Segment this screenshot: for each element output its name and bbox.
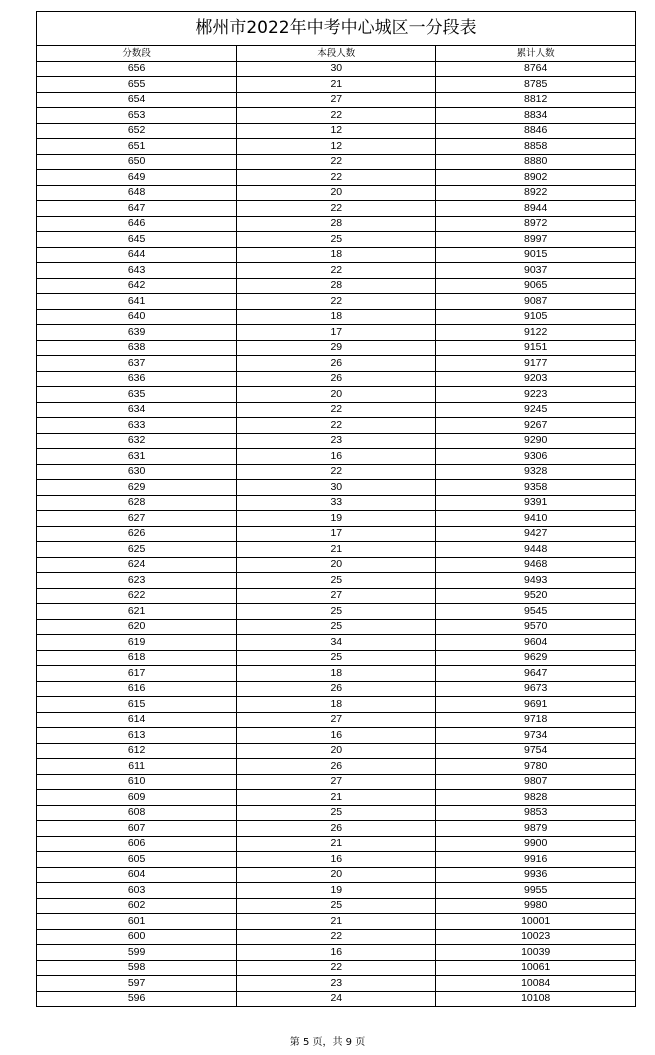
score-cell: 606 bbox=[37, 836, 237, 852]
score-cell: 655 bbox=[37, 77, 237, 93]
column-header-score: 分数段 bbox=[37, 46, 237, 61]
score-distribution-table bbox=[37, 46, 635, 1006]
table-row bbox=[37, 991, 635, 1006]
count-cell: 27 bbox=[237, 712, 436, 728]
count-cell: 20 bbox=[237, 387, 436, 403]
table-row bbox=[37, 712, 635, 728]
table-body bbox=[37, 61, 635, 1006]
table-row bbox=[37, 635, 635, 651]
cumulative-cell: 9203 bbox=[436, 371, 635, 387]
table-row bbox=[37, 123, 635, 139]
score-cell: 625 bbox=[37, 542, 237, 558]
cumulative-cell: 8858 bbox=[436, 139, 635, 155]
table-row bbox=[37, 867, 635, 883]
count-cell: 17 bbox=[237, 325, 436, 341]
score-cell: 653 bbox=[37, 108, 237, 124]
count-cell: 30 bbox=[237, 480, 436, 496]
count-cell: 22 bbox=[237, 960, 436, 976]
count-cell: 25 bbox=[237, 232, 436, 248]
score-cell: 639 bbox=[37, 325, 237, 341]
score-cell: 603 bbox=[37, 883, 237, 899]
table-row bbox=[37, 666, 635, 682]
count-cell: 26 bbox=[237, 371, 436, 387]
cumulative-cell: 10039 bbox=[436, 945, 635, 961]
score-cell: 646 bbox=[37, 216, 237, 232]
cumulative-cell: 9493 bbox=[436, 573, 635, 589]
count-cell: 29 bbox=[237, 340, 436, 356]
count-cell: 21 bbox=[237, 77, 436, 93]
score-cell: 627 bbox=[37, 511, 237, 527]
count-cell: 19 bbox=[237, 883, 436, 899]
table-row bbox=[37, 402, 635, 418]
table-row bbox=[37, 650, 635, 666]
cumulative-cell: 9468 bbox=[436, 557, 635, 573]
cumulative-cell: 9780 bbox=[436, 759, 635, 775]
cumulative-cell: 9718 bbox=[436, 712, 635, 728]
count-cell: 18 bbox=[237, 309, 436, 325]
count-cell: 25 bbox=[237, 604, 436, 620]
cumulative-cell: 9290 bbox=[436, 433, 635, 449]
cumulative-cell: 10084 bbox=[436, 976, 635, 992]
count-cell: 12 bbox=[237, 123, 436, 139]
table-row bbox=[37, 619, 635, 635]
count-cell: 27 bbox=[237, 774, 436, 790]
count-cell: 23 bbox=[237, 976, 436, 992]
score-cell: 597 bbox=[37, 976, 237, 992]
score-cell: 630 bbox=[37, 464, 237, 480]
count-cell: 16 bbox=[237, 449, 436, 465]
cumulative-cell: 9570 bbox=[436, 619, 635, 635]
table-row bbox=[37, 294, 635, 310]
table-row bbox=[37, 340, 635, 356]
cumulative-cell: 8764 bbox=[436, 61, 635, 77]
count-cell: 25 bbox=[237, 619, 436, 635]
score-cell: 602 bbox=[37, 898, 237, 914]
table-row bbox=[37, 759, 635, 775]
score-cell: 614 bbox=[37, 712, 237, 728]
cumulative-cell: 8922 bbox=[436, 185, 635, 201]
column-header-cumulative: 累计人数 bbox=[436, 46, 635, 61]
table-row bbox=[37, 77, 635, 93]
count-cell: 20 bbox=[237, 743, 436, 759]
count-cell: 22 bbox=[237, 418, 436, 434]
score-cell: 642 bbox=[37, 278, 237, 294]
count-cell: 22 bbox=[237, 170, 436, 186]
score-cell: 600 bbox=[37, 929, 237, 945]
table-row bbox=[37, 774, 635, 790]
count-cell: 26 bbox=[237, 356, 436, 372]
count-cell: 22 bbox=[237, 294, 436, 310]
table-row bbox=[37, 542, 635, 558]
table-row bbox=[37, 976, 635, 992]
cumulative-cell: 9151 bbox=[436, 340, 635, 356]
score-cell: 638 bbox=[37, 340, 237, 356]
table-row bbox=[37, 914, 635, 930]
score-cell: 628 bbox=[37, 495, 237, 511]
score-cell: 612 bbox=[37, 743, 237, 759]
cumulative-cell: 9673 bbox=[436, 681, 635, 697]
score-cell: 633 bbox=[37, 418, 237, 434]
score-cell: 616 bbox=[37, 681, 237, 697]
score-cell: 629 bbox=[37, 480, 237, 496]
table-row bbox=[37, 790, 635, 806]
cumulative-cell: 9267 bbox=[436, 418, 635, 434]
cumulative-cell: 9853 bbox=[436, 805, 635, 821]
cumulative-cell: 8785 bbox=[436, 77, 635, 93]
score-cell: 623 bbox=[37, 573, 237, 589]
cumulative-cell: 9177 bbox=[436, 356, 635, 372]
count-cell: 33 bbox=[237, 495, 436, 511]
score-cell: 636 bbox=[37, 371, 237, 387]
page-footer: 第 5 页，共 9 页 bbox=[289, 1037, 366, 1048]
count-cell: 20 bbox=[237, 557, 436, 573]
score-cell: 620 bbox=[37, 619, 237, 635]
score-cell: 613 bbox=[37, 728, 237, 744]
count-cell: 22 bbox=[237, 154, 436, 170]
table-row bbox=[37, 805, 635, 821]
cumulative-cell: 8944 bbox=[436, 201, 635, 217]
score-cell: 649 bbox=[37, 170, 237, 186]
count-cell: 16 bbox=[237, 852, 436, 868]
score-cell: 608 bbox=[37, 805, 237, 821]
table-row bbox=[37, 573, 635, 589]
cumulative-cell: 8972 bbox=[436, 216, 635, 232]
count-cell: 21 bbox=[237, 542, 436, 558]
cumulative-cell: 8812 bbox=[436, 92, 635, 108]
table-header-row bbox=[37, 46, 635, 61]
count-cell: 26 bbox=[237, 759, 436, 775]
count-cell: 28 bbox=[237, 278, 436, 294]
table-row bbox=[37, 852, 635, 868]
cumulative-cell: 9691 bbox=[436, 697, 635, 713]
table-row bbox=[37, 108, 635, 124]
cumulative-cell: 9955 bbox=[436, 883, 635, 899]
score-cell: 650 bbox=[37, 154, 237, 170]
table-row bbox=[37, 883, 635, 899]
score-cell: 607 bbox=[37, 821, 237, 837]
table-row bbox=[37, 278, 635, 294]
count-cell: 30 bbox=[237, 61, 436, 77]
column-header-count: 本段人数 bbox=[237, 46, 436, 61]
cumulative-cell: 9122 bbox=[436, 325, 635, 341]
count-cell: 22 bbox=[237, 402, 436, 418]
score-cell: 618 bbox=[37, 650, 237, 666]
table-row bbox=[37, 681, 635, 697]
count-cell: 22 bbox=[237, 464, 436, 480]
table-row bbox=[37, 464, 635, 480]
score-cell: 596 bbox=[37, 991, 237, 1006]
count-cell: 20 bbox=[237, 867, 436, 883]
count-cell: 27 bbox=[237, 92, 436, 108]
table-row bbox=[37, 526, 635, 542]
count-cell: 25 bbox=[237, 573, 436, 589]
table-row bbox=[37, 185, 635, 201]
count-cell: 19 bbox=[237, 511, 436, 527]
score-cell: 611 bbox=[37, 759, 237, 775]
table-row bbox=[37, 511, 635, 527]
count-cell: 22 bbox=[237, 929, 436, 945]
table-row bbox=[37, 92, 635, 108]
table-row bbox=[37, 743, 635, 759]
table-row bbox=[37, 557, 635, 573]
count-cell: 27 bbox=[237, 588, 436, 604]
count-cell: 25 bbox=[237, 898, 436, 914]
count-cell: 18 bbox=[237, 247, 436, 263]
table-row bbox=[37, 216, 635, 232]
score-cell: 652 bbox=[37, 123, 237, 139]
table-row bbox=[37, 309, 635, 325]
cumulative-cell: 9306 bbox=[436, 449, 635, 465]
cumulative-cell: 8834 bbox=[436, 108, 635, 124]
score-cell: 621 bbox=[37, 604, 237, 620]
cumulative-cell: 9754 bbox=[436, 743, 635, 759]
score-cell: 645 bbox=[37, 232, 237, 248]
cumulative-cell: 9916 bbox=[436, 852, 635, 868]
count-cell: 26 bbox=[237, 681, 436, 697]
cumulative-cell: 10001 bbox=[436, 914, 635, 930]
cumulative-cell: 9520 bbox=[436, 588, 635, 604]
score-cell: 609 bbox=[37, 790, 237, 806]
score-cell: 648 bbox=[37, 185, 237, 201]
table-title: 郴州市2022年中考中心城区一分段表 bbox=[37, 12, 635, 46]
cumulative-cell: 8846 bbox=[436, 123, 635, 139]
count-cell: 26 bbox=[237, 821, 436, 837]
cumulative-cell: 9223 bbox=[436, 387, 635, 403]
count-cell: 21 bbox=[237, 790, 436, 806]
score-cell: 640 bbox=[37, 309, 237, 325]
count-cell: 22 bbox=[237, 263, 436, 279]
score-cell: 601 bbox=[37, 914, 237, 930]
score-cell: 656 bbox=[37, 61, 237, 77]
count-cell: 21 bbox=[237, 914, 436, 930]
count-cell: 21 bbox=[237, 836, 436, 852]
count-cell: 17 bbox=[237, 526, 436, 542]
count-cell: 28 bbox=[237, 216, 436, 232]
cumulative-cell: 9647 bbox=[436, 666, 635, 682]
score-cell: 635 bbox=[37, 387, 237, 403]
cumulative-cell: 9980 bbox=[436, 898, 635, 914]
count-cell: 16 bbox=[237, 728, 436, 744]
table-row bbox=[37, 495, 635, 511]
table-row bbox=[37, 356, 635, 372]
cumulative-cell: 8880 bbox=[436, 154, 635, 170]
table-row bbox=[37, 154, 635, 170]
score-cell: 637 bbox=[37, 356, 237, 372]
score-cell: 622 bbox=[37, 588, 237, 604]
cumulative-cell: 9015 bbox=[436, 247, 635, 263]
count-cell: 12 bbox=[237, 139, 436, 155]
table-row bbox=[37, 371, 635, 387]
score-cell: 634 bbox=[37, 402, 237, 418]
cumulative-cell: 10108 bbox=[436, 991, 635, 1006]
table-row bbox=[37, 247, 635, 263]
cumulative-cell: 9105 bbox=[436, 309, 635, 325]
cumulative-cell: 9065 bbox=[436, 278, 635, 294]
count-cell: 25 bbox=[237, 805, 436, 821]
table-row bbox=[37, 232, 635, 248]
cumulative-cell: 9807 bbox=[436, 774, 635, 790]
cumulative-cell: 10023 bbox=[436, 929, 635, 945]
table-row bbox=[37, 697, 635, 713]
cumulative-cell: 9936 bbox=[436, 867, 635, 883]
score-cell: 617 bbox=[37, 666, 237, 682]
table-row bbox=[37, 588, 635, 604]
cumulative-cell: 9734 bbox=[436, 728, 635, 744]
score-cell: 610 bbox=[37, 774, 237, 790]
cumulative-cell: 9900 bbox=[436, 836, 635, 852]
table-row bbox=[37, 201, 635, 217]
count-cell: 25 bbox=[237, 650, 436, 666]
count-cell: 20 bbox=[237, 185, 436, 201]
table-row bbox=[37, 821, 635, 837]
count-cell: 22 bbox=[237, 108, 436, 124]
table-row bbox=[37, 170, 635, 186]
cumulative-cell: 9245 bbox=[436, 402, 635, 418]
count-cell: 23 bbox=[237, 433, 436, 449]
score-cell: 643 bbox=[37, 263, 237, 279]
score-cell: 644 bbox=[37, 247, 237, 263]
score-cell: 615 bbox=[37, 697, 237, 713]
cumulative-cell: 9328 bbox=[436, 464, 635, 480]
cumulative-cell: 9545 bbox=[436, 604, 635, 620]
table-row bbox=[37, 325, 635, 341]
table-row bbox=[37, 433, 635, 449]
score-cell: 605 bbox=[37, 852, 237, 868]
score-cell: 626 bbox=[37, 526, 237, 542]
cumulative-cell: 9087 bbox=[436, 294, 635, 310]
score-cell: 624 bbox=[37, 557, 237, 573]
table-row bbox=[37, 929, 635, 945]
table-row bbox=[37, 449, 635, 465]
cumulative-cell: 9037 bbox=[436, 263, 635, 279]
count-cell: 22 bbox=[237, 201, 436, 217]
cumulative-cell: 9604 bbox=[436, 635, 635, 651]
table-row bbox=[37, 836, 635, 852]
table-row bbox=[37, 728, 635, 744]
table-row bbox=[37, 263, 635, 279]
score-table-sheet bbox=[36, 11, 636, 1007]
score-cell: 599 bbox=[37, 945, 237, 961]
score-cell: 598 bbox=[37, 960, 237, 976]
table-row bbox=[37, 480, 635, 496]
table-row bbox=[37, 387, 635, 403]
table-row bbox=[37, 139, 635, 155]
score-cell: 631 bbox=[37, 449, 237, 465]
score-cell: 619 bbox=[37, 635, 237, 651]
score-cell: 651 bbox=[37, 139, 237, 155]
cumulative-cell: 9427 bbox=[436, 526, 635, 542]
table-row bbox=[37, 61, 635, 77]
table-row bbox=[37, 960, 635, 976]
score-cell: 641 bbox=[37, 294, 237, 310]
count-cell: 16 bbox=[237, 945, 436, 961]
cumulative-cell: 8997 bbox=[436, 232, 635, 248]
count-cell: 24 bbox=[237, 991, 436, 1006]
cumulative-cell: 9629 bbox=[436, 650, 635, 666]
table-row bbox=[37, 898, 635, 914]
count-cell: 18 bbox=[237, 697, 436, 713]
count-cell: 18 bbox=[237, 666, 436, 682]
count-cell: 34 bbox=[237, 635, 436, 651]
cumulative-cell: 9828 bbox=[436, 790, 635, 806]
cumulative-cell: 8902 bbox=[436, 170, 635, 186]
cumulative-cell: 10061 bbox=[436, 960, 635, 976]
cumulative-cell: 9448 bbox=[436, 542, 635, 558]
cumulative-cell: 9358 bbox=[436, 480, 635, 496]
score-cell: 654 bbox=[37, 92, 237, 108]
table-row bbox=[37, 945, 635, 961]
cumulative-cell: 9879 bbox=[436, 821, 635, 837]
table-row bbox=[37, 418, 635, 434]
score-cell: 632 bbox=[37, 433, 237, 449]
score-cell: 647 bbox=[37, 201, 237, 217]
cumulative-cell: 9391 bbox=[436, 495, 635, 511]
score-cell: 604 bbox=[37, 867, 237, 883]
table-row bbox=[37, 604, 635, 620]
cumulative-cell: 9410 bbox=[436, 511, 635, 527]
